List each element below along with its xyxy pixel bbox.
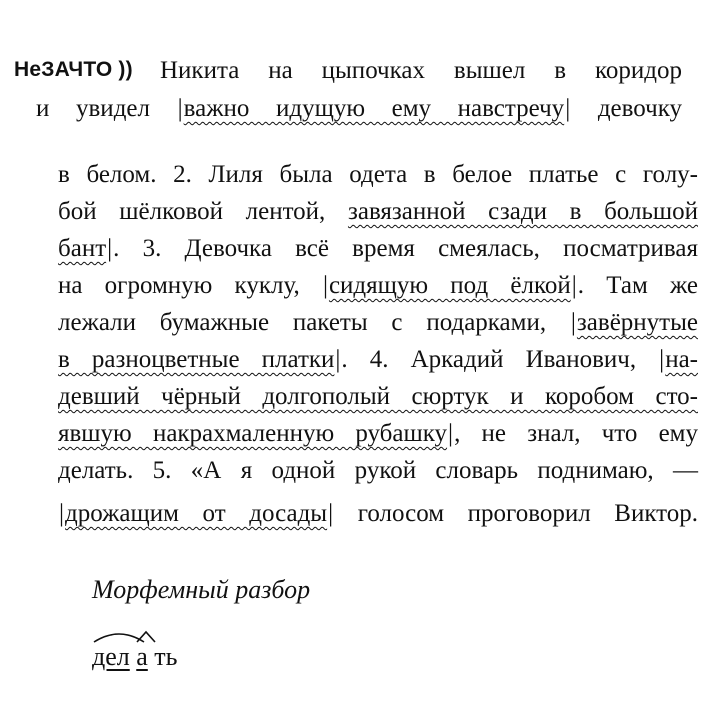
text-line-12 [58, 497, 698, 531]
suffix-caret-mark [136, 630, 156, 644]
line-6-post: . Там же [577, 272, 699, 299]
participial-phrase: девший чёрный долгополый сюртук и коробом сто- [58, 383, 698, 410]
participle-boundary: | [448, 420, 454, 447]
participial-phrase: завёрнутые [576, 309, 698, 336]
line-4-pre: бой шёлковой лентой, [58, 198, 348, 225]
participle-boundary: | [107, 235, 113, 262]
root-text: дел [92, 642, 130, 671]
morpheme-ending: ть [154, 642, 178, 671]
participle-boundary: | [59, 500, 65, 527]
participial-phrase: завязанной сзади в большой [347, 198, 698, 225]
participial-phrase: явшую накрахмаленную рубашку [58, 420, 448, 447]
participle-boundary: | [659, 346, 665, 373]
line-10-post: , не знал, что ему [454, 420, 699, 447]
line-12-post: голосом проговорил Виктор. [334, 500, 698, 527]
line-2-pre: и увидел [36, 95, 177, 122]
participle-boundary: | [571, 272, 577, 299]
participial-phrase: бант [58, 235, 107, 262]
line-5-post: . 3. Девочка всё время смеялась, посматривая [113, 235, 698, 262]
line-3-text: в белом. 2. Лиля была одета в белое платье с голу- [58, 161, 698, 188]
participle-boundary: | [328, 500, 334, 527]
text-line-11 [58, 454, 698, 488]
text-line-4 [58, 195, 698, 229]
section-heading: Морфемный разбор [92, 575, 311, 604]
morpheme-root [92, 642, 136, 671]
text-line-1 [160, 54, 682, 88]
participial-phrase: дрожащим от досады [65, 500, 328, 527]
text-line-9 [58, 380, 698, 414]
line-6-pre: на огромную куклу, [58, 272, 322, 299]
participial-phrase: важно идущую ему навстречу [183, 95, 565, 122]
participial-phrase: в разноцветные платки [58, 346, 335, 373]
line-2-post: девочку [571, 95, 682, 122]
text-line-6 [58, 269, 698, 303]
watermark-text: НеЗАЧТО )) [14, 58, 133, 81]
text-line-5 [58, 232, 698, 266]
text-line-3 [58, 158, 698, 192]
participle-boundary: | [177, 95, 183, 122]
participle-boundary: | [335, 346, 341, 373]
text-line-10 [58, 417, 698, 451]
text-line-7 [58, 306, 698, 340]
participle-boundary: | [322, 272, 328, 299]
line-7-pre: лежали бумажные пакеты с подарками, [58, 309, 570, 336]
participle-boundary: | [565, 95, 571, 122]
text-line-2 [36, 92, 682, 126]
morpheme-suffix [136, 642, 154, 671]
line-11-text: делать. 5. «А я одной рукой словарь поднимаю, — [58, 457, 698, 484]
participial-phrase: сидящую под ёлкой [328, 272, 571, 299]
participial-phrase: на- [665, 346, 698, 373]
suffix-text: а [136, 642, 148, 671]
text-line-8 [58, 343, 698, 377]
line-8-post: . 4. Аркадий Иванович, [341, 346, 659, 373]
line-1-text: Никита на цыпочках вышел в коридор [160, 57, 682, 84]
morpheme-analysis [92, 642, 178, 672]
participle-boundary: | [570, 309, 576, 336]
